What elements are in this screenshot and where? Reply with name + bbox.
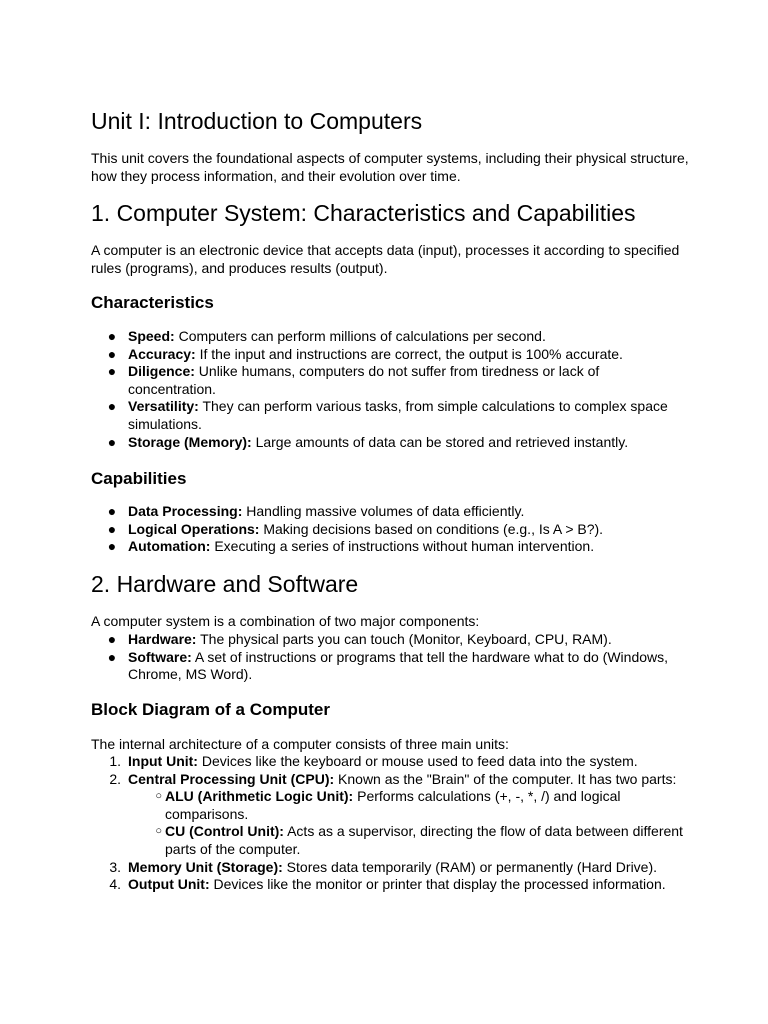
circle-bullet-marker: ○ [155,825,162,838]
item-text: If the input and instructions are correct, the output is 100% accurate. [195,345,623,362]
section1-intro: A computer is an electronic device that accepts data (input), processes it according to specified rules (programs), and produces results (output). [91,242,680,276]
block-diagram-intro: The internal architecture of a computer consists of three main units: [91,736,509,752]
item-term: Input Unit: [128,753,198,769]
list-item [91,859,691,877]
bullet-marker: ● [107,398,117,415]
item-text: Large amounts of data can be stored and retrieved instantly. [251,433,629,450]
item-term: Speed: [128,328,175,344]
list-item [91,538,691,556]
item-term: Automation: [128,538,211,555]
cpu-sublist [128,788,691,858]
item-term: Versatility: [128,398,199,415]
list-item [91,876,691,894]
item-text: Making decisions based on conditions (e.g., Is A > B?). [259,520,604,537]
item-term: Hardware: [128,631,197,647]
capabilities-list [91,503,691,556]
item-term: Storage (Memory): [128,433,252,450]
item-term: Central Processing Unit (CPU): [128,770,335,787]
list-item [91,398,691,433]
item-text: Acts as a supervisor, directing the flow of data between different parts of the computer. [165,823,683,857]
bullet-marker: ● [107,328,117,344]
list-item [91,434,691,452]
item-text: Executing a series of instructions without human intervention. [210,538,595,555]
list-item [91,346,691,364]
item-term: Diligence: [128,363,195,380]
item-term: Data Processing: [128,503,243,519]
list-item [91,771,691,859]
item-term: Software: [128,648,192,665]
item-text: Devices like the keyboard or mouse used to feed data into the system. [197,753,638,769]
capabilities-heading: Capabilities [91,469,187,488]
item-term: Accuracy: [128,345,196,362]
item-text: Performs calculations (+, -, *, /) and logical comparisons. [165,788,621,822]
bullet-marker: ● [107,538,117,555]
list-item [91,753,691,771]
item-term: Logical Operations: [128,520,260,537]
block-diagram-heading: Block Diagram of a Computer [91,700,330,719]
list-number: 1. [109,753,121,769]
sub-list-item [128,823,691,858]
bullet-marker: ● [107,520,117,537]
bullet-marker: ● [107,345,117,362]
list-number: 3. [109,858,121,875]
list-item [91,503,691,521]
item-text: A set of instructions or programs that tell the hardware what to do (Windows, Chrome, MS Word). [128,648,669,683]
characteristics-heading: Characteristics [91,293,214,312]
bullet-marker: ● [107,631,117,647]
item-text: Known as the "Brain" of the computer. It has two parts: [334,770,677,787]
hardware-software-list [91,631,691,684]
bullet-marker: ● [107,648,117,665]
characteristics-list [91,328,691,451]
section1-heading: 1. Computer System: Characteristics and Capabilities [91,200,636,226]
bullet-marker: ● [107,503,117,519]
bullet-marker: ● [107,363,117,380]
block-diagram-list [91,753,691,894]
item-text: Devices like the monitor or printer that display the processed information. [209,876,666,893]
list-item [91,328,691,346]
section2-heading: 2. Hardware and Software [91,571,359,597]
list-number: 2. [109,770,121,787]
intro-paragraph: This unit covers the foundational aspects of computer systems, including their physical structure, how they process information, and their evolution over time. [91,150,689,184]
document-title: Unit I: Introduction to Computers [91,108,423,134]
list-number: 4. [109,876,121,893]
item-term: CU (Control Unit): [165,823,284,840]
bullet-marker: ● [107,433,117,450]
list-item [91,631,691,649]
item-term: Output Unit: [128,876,210,893]
list-item [91,649,691,684]
item-text: Unlike humans, computers do not suffer from tiredness or lack of concentration. [128,363,600,397]
item-text: Stores data temporarily (RAM) or permanently (Hard Drive). [282,858,658,875]
list-item [91,363,691,398]
item-text: Handling massive volumes of data efficiently. [242,503,525,519]
section2-intro: A computer system is a combination of two major components: [91,613,480,629]
item-text: Computers can perform millions of calculations per second. [174,328,546,344]
item-text: They can perform various tasks, from simple calculations to complex space simulations. [128,398,668,432]
item-text: The physical parts you can touch (Monitor, Keyboard, CPU, RAM). [196,631,612,647]
list-item [91,521,691,539]
circle-bullet-marker: ○ [155,790,162,803]
item-term: ALU (Arithmetic Logic Unit): [165,788,354,805]
item-term: Memory Unit (Storage): [128,858,283,875]
sub-list-item [128,788,691,823]
